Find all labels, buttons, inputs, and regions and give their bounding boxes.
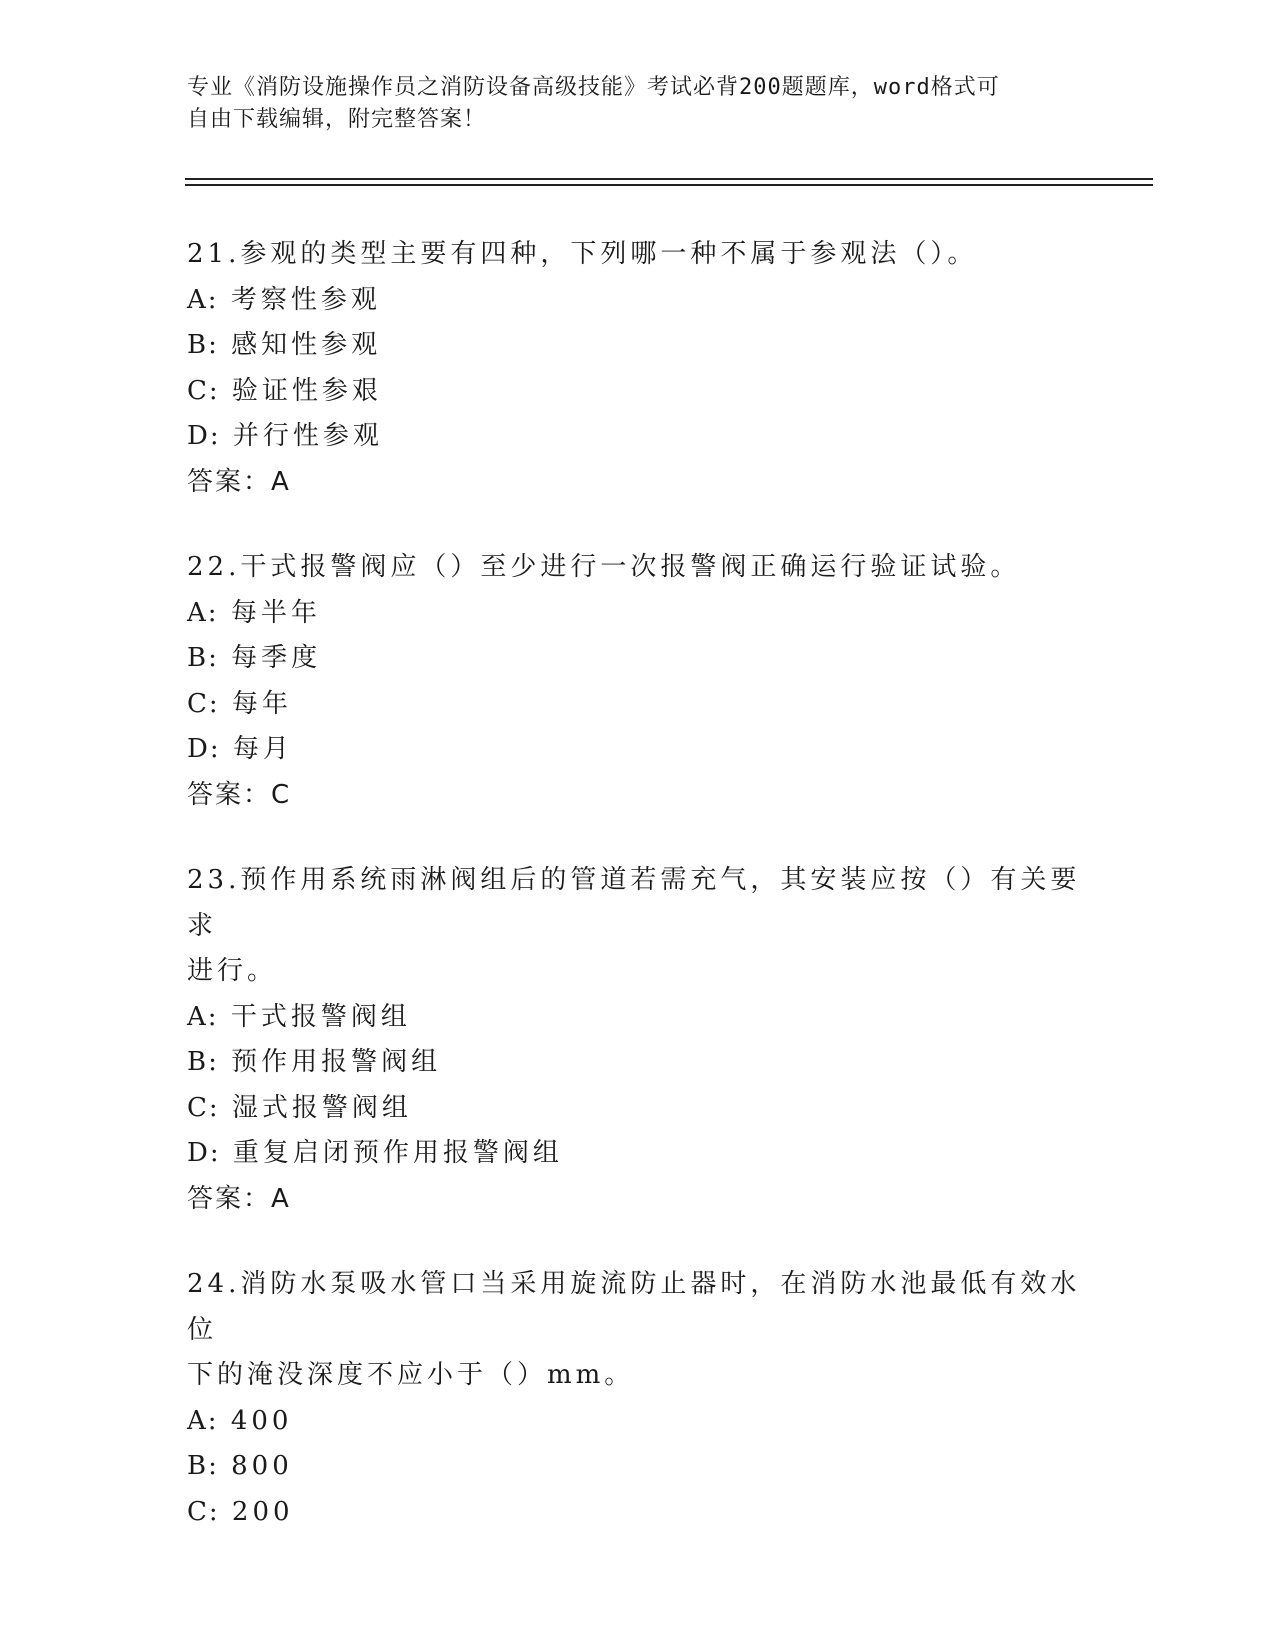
question-stem: 21.参观的类型主要有四种，下列哪一种不属于参观法（）。: [187, 239, 978, 269]
option-b: [187, 1040, 1087, 1086]
option-letter: C:: [187, 688, 220, 719]
question-stem-continued: 下的淹没深度不应小于（）mm。: [187, 1360, 635, 1390]
option-d: [187, 727, 1087, 773]
option-c: [187, 1490, 1087, 1536]
option-letter: C:: [187, 375, 220, 406]
option-text: 并行性参观: [232, 421, 383, 451]
option-letter: A:: [187, 1001, 219, 1032]
option-text: 800: [231, 1451, 293, 1481]
option-a: [187, 1399, 1087, 1445]
option-letter: A:: [187, 597, 219, 628]
question-22: [187, 545, 1087, 818]
question-list: [187, 232, 1087, 1575]
header-divider-top: [185, 178, 1153, 180]
option-letter: A:: [187, 284, 219, 315]
option-text: 验证性参艰: [231, 375, 382, 406]
option-letter: C:: [187, 1496, 220, 1527]
option-letter: B:: [187, 643, 219, 673]
option-text: 400: [230, 1405, 293, 1436]
option-b: [187, 636, 1087, 682]
answer-line: 答案：C: [187, 779, 292, 810]
option-text: 重复启闭预作用报警阀组: [232, 1138, 563, 1168]
option-c: [187, 1086, 1087, 1132]
question-24: [187, 1262, 1087, 1535]
option-d: [187, 1131, 1087, 1177]
option-letter: C:: [187, 1092, 220, 1123]
question-stem: 22.干式报警阀应（）至少进行一次报警阀正确运行验证试验。: [187, 552, 1021, 582]
option-letter: D:: [187, 1138, 221, 1168]
option-text: 干式报警阀组: [230, 1001, 411, 1032]
option-text: 每月: [232, 734, 293, 764]
option-text: 考察性参观: [230, 284, 381, 315]
header-line-2: 自由下载编辑，附完整答案！: [187, 107, 487, 132]
option-text: 每季度: [231, 643, 322, 673]
option-a: [187, 995, 1087, 1041]
option-d: [187, 414, 1087, 460]
question-stem: 24.消防水泵吸水管口当采用旋流防止器时，在消防水池最低有效水位: [187, 1269, 1081, 1345]
option-letter: B:: [187, 1451, 219, 1481]
document-header: [187, 72, 1087, 136]
option-letter: B:: [187, 1047, 219, 1077]
option-letter: D:: [187, 734, 221, 764]
answer-line: 答案：A: [187, 1183, 291, 1214]
option-a: [187, 591, 1087, 637]
question-21: [187, 232, 1087, 505]
question-stem-continued: 进行。: [187, 956, 278, 986]
header-line-1: 专业《消防设施操作员之消防设备高级技能》考试必背200题题库，word格式可: [187, 75, 1000, 100]
option-c: [187, 682, 1087, 728]
option-text: 每年: [231, 688, 292, 719]
option-b: [187, 323, 1087, 369]
option-text: 每半年: [230, 597, 321, 628]
header-divider-bottom: [185, 184, 1153, 186]
option-text: 湿式报警阀组: [231, 1092, 412, 1123]
option-text: 200: [231, 1496, 294, 1527]
answer-line: 答案：A: [187, 466, 291, 497]
option-b: [187, 1444, 1087, 1490]
option-c: [187, 369, 1087, 415]
option-a: [187, 278, 1087, 324]
option-letter: A:: [187, 1405, 219, 1436]
option-text: 感知性参观: [231, 330, 382, 360]
question-23: [187, 858, 1087, 1222]
option-letter: D:: [187, 421, 221, 451]
option-text: 预作用报警阀组: [231, 1047, 442, 1077]
question-stem: 23.预作用系统雨淋阀组后的管道若需充气，其安装应按（）有关要求: [187, 865, 1081, 941]
option-letter: B:: [187, 330, 219, 360]
